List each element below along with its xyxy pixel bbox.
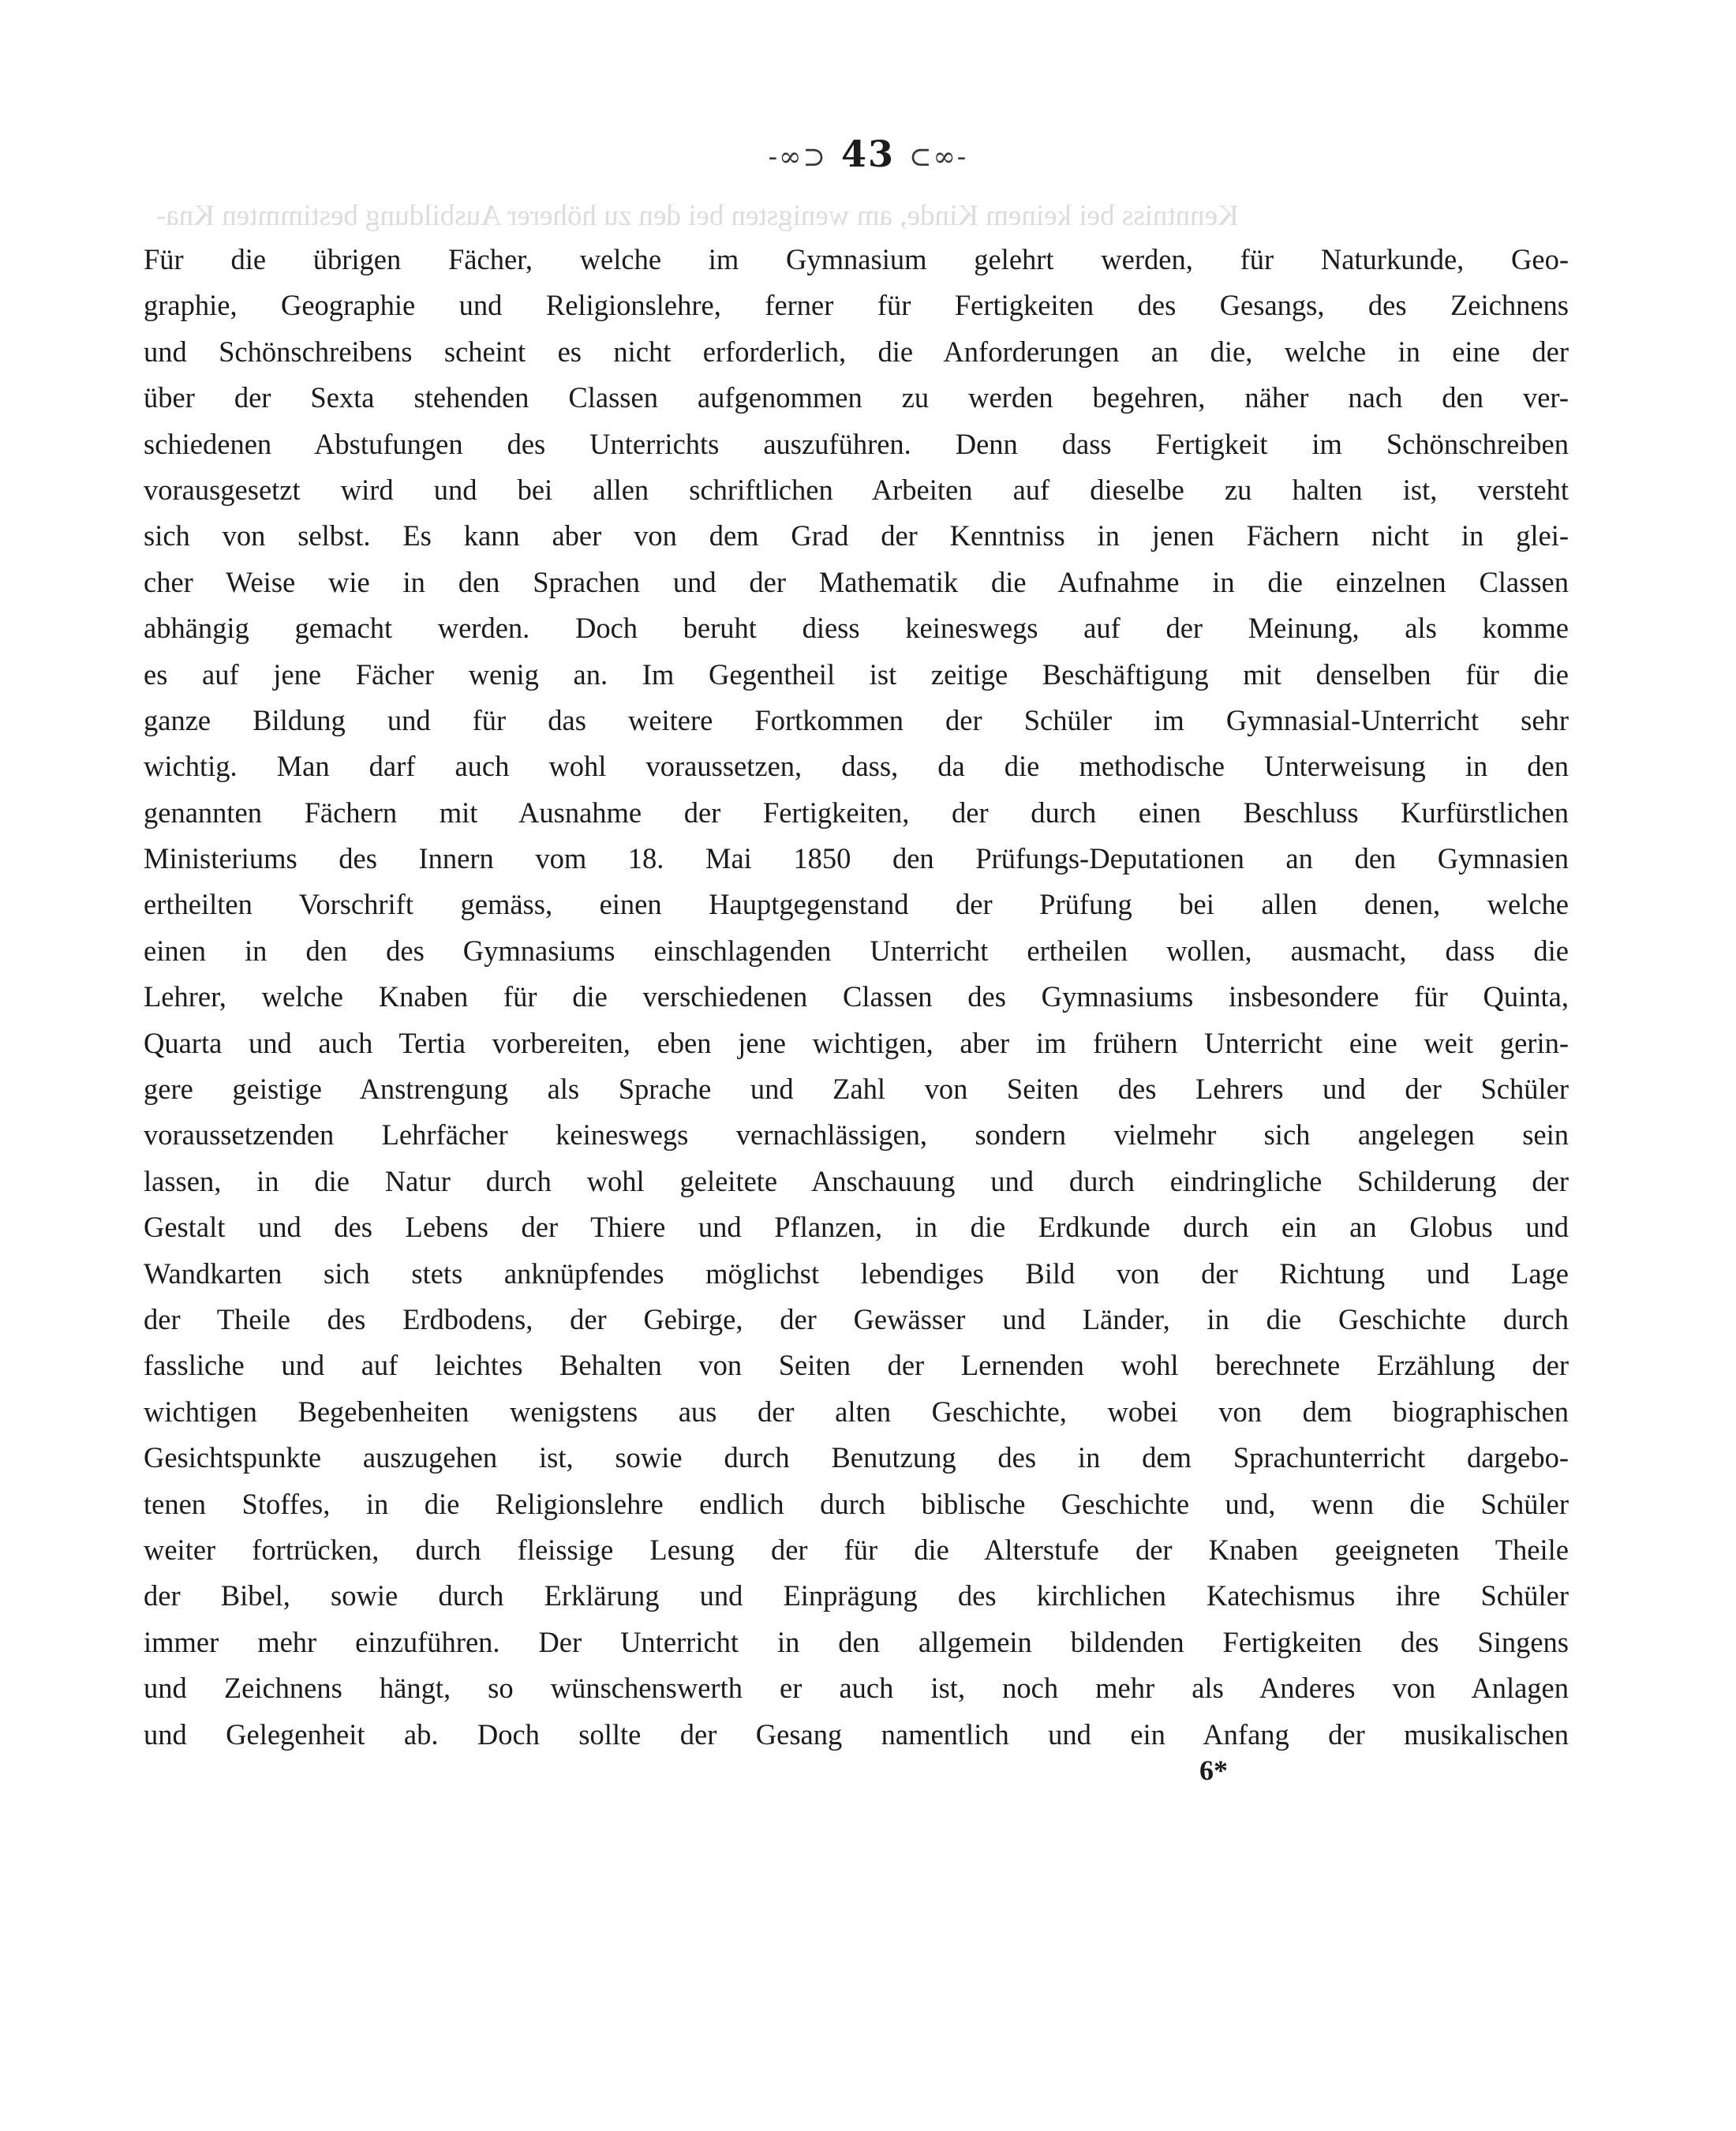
text-line: gere geistige Anstrengung als Sprache und Zahl von Seiten des Lehrers und der Schüler [144,1073,1569,1106]
text-line: der Bibel, sowie durch Erklärung und Einprägung des kirchlichen Katechismus ihre Schüler [144,1579,1569,1612]
text-line: graphie, Geographie und Religionslehre, ferner für Fertigkeiten des Gesangs, des Zeichnens [144,289,1569,322]
text-line: fassliche und auf leichtes Behalten von Seiten der Lernenden wohl berechnete Erzählung der [144,1349,1569,1382]
page-header [0,133,1736,175]
text-line: immer mehr einzuführen. Der Unterricht in den allgemein bildenden Fertigkeiten des Singens [144,1625,1569,1658]
text-line: es auf jene Fächer wenig an. Im Gegentheil ist zeitige Beschäftigung mit denselben für die [144,657,1569,691]
text-line: Gestalt und des Lebens der Thiere und Pflanzen, in die Erdkunde durch ein an Globus und [144,1211,1569,1244]
text-line: weiter fortrücken, durch fleissige Lesung der für die Alterstufe der Knaben geeigneten Theile [144,1533,1569,1566]
text-line: sich von selbst. Es kann aber von dem Grad der Kenntniss in jenen Fächern nicht in glei- [144,519,1569,552]
text-line: voraussetzenden Lehrfächer keineswegs vernachlässigen, sondern vielmehr sich angelegen sein [144,1118,1569,1152]
text-line: und Zeichnens hängt, so wünschenswerth er auch ist, noch mehr als Anderes von Anlagen [144,1672,1569,1705]
body-text [144,237,1569,1758]
signature-mark: 6* [1199,1755,1228,1786]
text-line: Für die übrigen Fächer, welche im Gymnasium gelehrt werden, für Naturkunde, Geo- [144,243,1569,275]
text-line: wichtig. Man darf auch wohl voraussetzen, dass, da die methodische Unterweisung in den [144,750,1569,783]
text-line: schiedenen Abstufungen des Unterrichts auszuführen. Denn dass Fertigkeit im Schönschreiben [144,427,1569,460]
ornament-left: -∞⊃ [768,141,827,173]
page-number: 43 [840,133,895,175]
text-line: genannten Fächern mit Ausnahme der Fertigkeiten, der durch einen Beschluss Kurfürstlichen [144,796,1569,829]
text-line: wichtigen Begebenheiten wenigstens aus der alten Geschichte, wobei von dem biographischen [144,1395,1569,1428]
text-line: Lehrer, welche Knaben für die verschiedenen Classen des Gymnasiums insbesondere für Quinta, [144,980,1569,1013]
text-line: Quarta und auch Tertia vorbereiten, eben jene wichtigen, aber im frühern Unterricht eine weit gerin- [144,1026,1569,1059]
text-line: einen in den des Gymnasiums einschlagenden Unterricht ertheilen wollen, ausmacht, dass die [144,934,1569,967]
text-line: tenen Stoffes, in die Religionslehre endlich durch biblische Geschichte und, wenn die Schüler [144,1487,1569,1520]
text-line: ganze Bildung und für das weitere Fortkommen der Schüler im Gymnasial-Unterricht sehr [144,703,1569,736]
text-line: Wandkarten sich stets anknüpfendes möglichst lebendiges Bild von der Richtung und Lage [144,1257,1569,1290]
text-line: cher Weise wie in den Sprachen und der Mathematik die Aufnahme in die einzelnen Classen [144,565,1569,598]
ornament-right: ⊂∞- [909,141,968,173]
text-line: über der Sexta stehenden Classen aufgenommen zu werden begehren, näher nach den ver- [144,381,1569,414]
text-line: Gesichtspunkte auszugehen ist, sowie durch Benutzung des in dem Sprachunterricht dargebo- [144,1441,1569,1474]
text-line: vorausgesetzt wird und bei allen schriftlichen Arbeiten auf dieselbe zu halten ist, versteht [144,473,1569,506]
text-line: lassen, in die Natur durch wohl geleitete Anschauung und durch eindringliche Schilderung der [144,1164,1569,1197]
text-line: der Theile des Erdbodens, der Gebirge, der Gewässer und Länder, in die Geschichte durch [144,1302,1569,1335]
text-line: abhängig gemacht werden. Doch beruht diess keineswegs auf der Meinung, als komme [144,612,1569,645]
text-line: und Schönschreibens scheint es nicht erforderlich, die Anforderungen an die, welche in eine der [144,335,1569,368]
text-line: Ministeriums des Innern vom 18. Mai 1850 den Prüfungs-Deputationen an den Gymnasien [144,842,1569,875]
text-line: und Gelegenheit ab. Doch sollte der Gesang namentlich und ein Anfang der musikalischen [144,1717,1569,1751]
text-line: ertheilten Vorschrift gemäss, einen Hauptgegenstand der Prüfung bei allen denen, welche [144,888,1569,921]
bleed-through-text: Kenntniss bei keinem Kinde, am wenigsten bei den zu höherer Ausbildung bestimmten Kna- [156,200,1239,232]
